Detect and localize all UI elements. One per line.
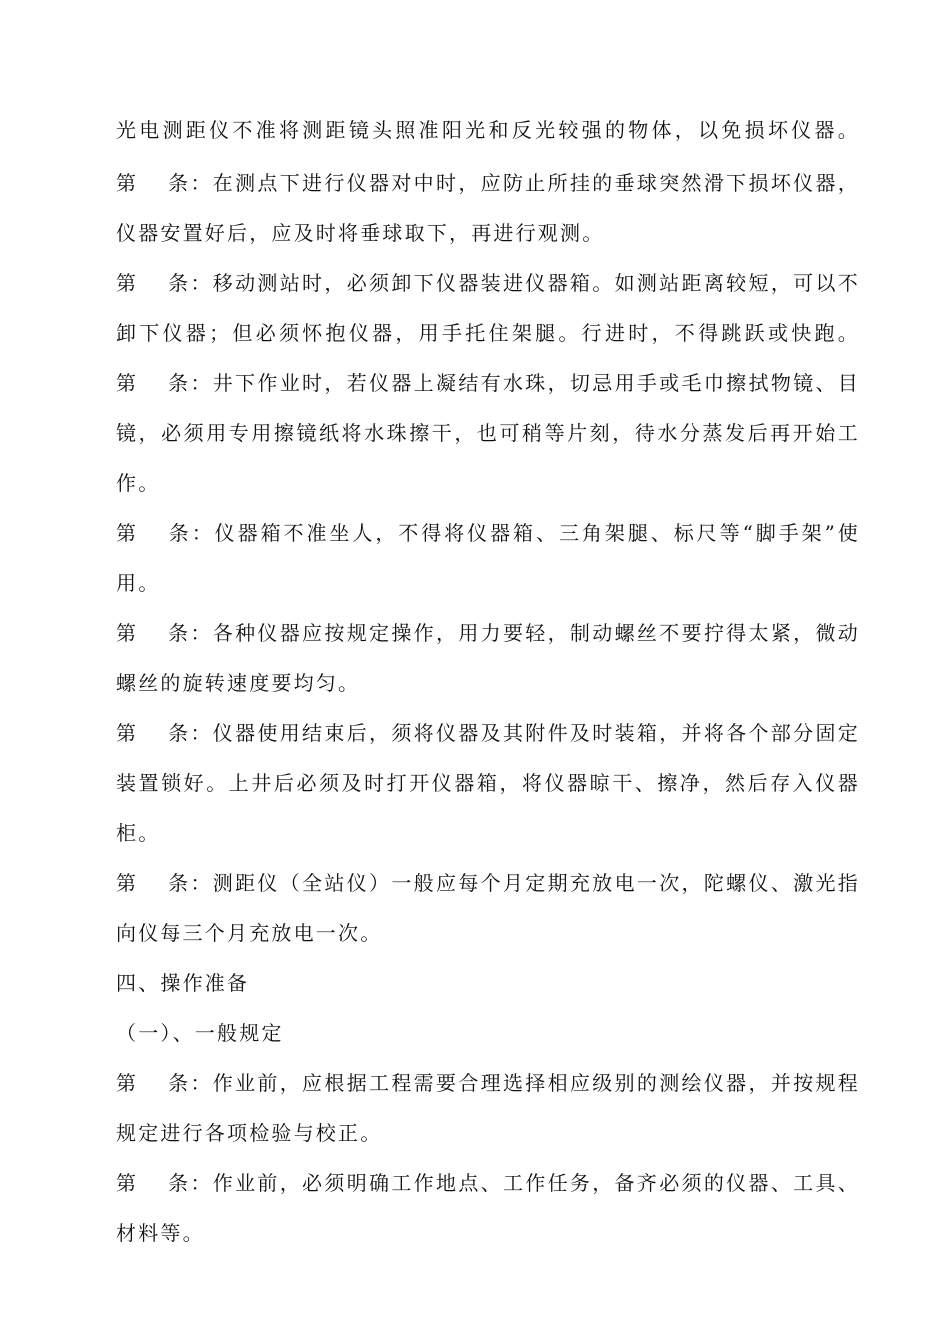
article-line bbox=[116, 1069, 860, 1097]
text-line bbox=[116, 819, 860, 847]
text-line bbox=[116, 1219, 860, 1247]
article-text: 条：仪器箱不准坐人，不得将仪器箱、三角架腿、标尺等“脚手架”使 bbox=[168, 521, 860, 545]
subsection-heading-text: （一）、一般规定 bbox=[116, 1021, 284, 1045]
text-line bbox=[116, 1119, 860, 1147]
line-text: 装置锁好。上井后必须及时打开仪器箱，将仪器晾干、擦净，然后存入仪器 bbox=[116, 771, 860, 795]
article-line bbox=[116, 269, 860, 297]
article-prefix: 第 bbox=[116, 1071, 139, 1095]
article-prefix: 第 bbox=[116, 371, 139, 395]
line-text: 柜。 bbox=[116, 821, 161, 845]
article-prefix: 第 bbox=[116, 521, 139, 545]
article-text: 条：各种仪器应按规定操作，用力要轻，制动螺丝不要拧得太紧，微动 bbox=[168, 621, 860, 645]
article-text: 条：测距仪（全站仪）一般应每个月定期充放电一次，陀螺仪、激光指 bbox=[168, 871, 860, 895]
article-line bbox=[116, 869, 860, 897]
article-prefix: 第 bbox=[116, 171, 139, 195]
article-line bbox=[116, 369, 860, 397]
section-heading bbox=[116, 969, 860, 997]
article-line bbox=[116, 619, 860, 647]
article-text: 条：作业前，应根据工程需要合理选择相应级别的测绘仪器，并按规程 bbox=[168, 1071, 860, 1095]
text-line bbox=[116, 116, 860, 144]
article-text: 条：仪器使用结束后，须将仪器及其附件及时装箱，并将各个部分固定 bbox=[168, 721, 860, 745]
text-line bbox=[116, 469, 860, 497]
text-line bbox=[116, 219, 860, 247]
article-prefix: 第 bbox=[116, 1171, 139, 1195]
article-text: 条：在测点下进行仪器对中时，应防止所挂的垂球突然滑下损坏仪器， bbox=[168, 171, 860, 195]
article-line bbox=[116, 519, 860, 547]
article-prefix: 第 bbox=[116, 621, 139, 645]
article-text: 条：井下作业时，若仪器上凝结有水珠，切忌用手或毛巾擦拭物镜、目 bbox=[168, 371, 860, 395]
text-line bbox=[116, 569, 860, 597]
text-line bbox=[116, 769, 860, 797]
line-text: 卸下仪器；但必须怀抱仪器，用手托住架腿。行进时，不得跳跃或快跑。 bbox=[116, 321, 860, 345]
article-text: 条：移动测站时，必须卸下仪器装进仪器箱。如测站距离较短，可以不 bbox=[168, 271, 860, 295]
article-prefix: 第 bbox=[116, 871, 139, 895]
line-text: 向仪每三个月充放电一次。 bbox=[116, 921, 383, 945]
line-text: 螺丝的旋转速度要均匀。 bbox=[116, 671, 361, 695]
article-prefix: 第 bbox=[116, 721, 139, 745]
line-text: 规定进行各项检验与校正。 bbox=[116, 1121, 383, 1145]
text-line bbox=[116, 669, 860, 697]
article-line bbox=[116, 169, 860, 197]
article-line bbox=[116, 1169, 860, 1197]
subsection-heading bbox=[116, 1019, 860, 1047]
line-text: 光电测距仪不准将测距镜头照准阳光和反光较强的物体，以免损坏仪器。 bbox=[116, 118, 860, 142]
article-text: 条：作业前，必须明确工作地点、工作任务，备齐必须的仪器、工具、 bbox=[168, 1171, 860, 1195]
article-line bbox=[116, 719, 860, 747]
line-text: 用。 bbox=[116, 571, 161, 595]
line-text: 镜，必须用专用擦镜纸将水珠擦干，也可稍等片刻，待水分蒸发后再开始工 bbox=[116, 421, 860, 445]
text-line bbox=[116, 419, 860, 447]
text-line bbox=[116, 319, 860, 347]
line-text: 作。 bbox=[116, 471, 161, 495]
line-text: 仪器安置好后，应及时将垂球取下，再进行观测。 bbox=[116, 221, 605, 245]
article-prefix: 第 bbox=[116, 271, 139, 295]
section-heading-text: 四、操作准备 bbox=[116, 971, 250, 995]
text-line bbox=[116, 919, 860, 947]
line-text: 材料等。 bbox=[116, 1221, 205, 1245]
